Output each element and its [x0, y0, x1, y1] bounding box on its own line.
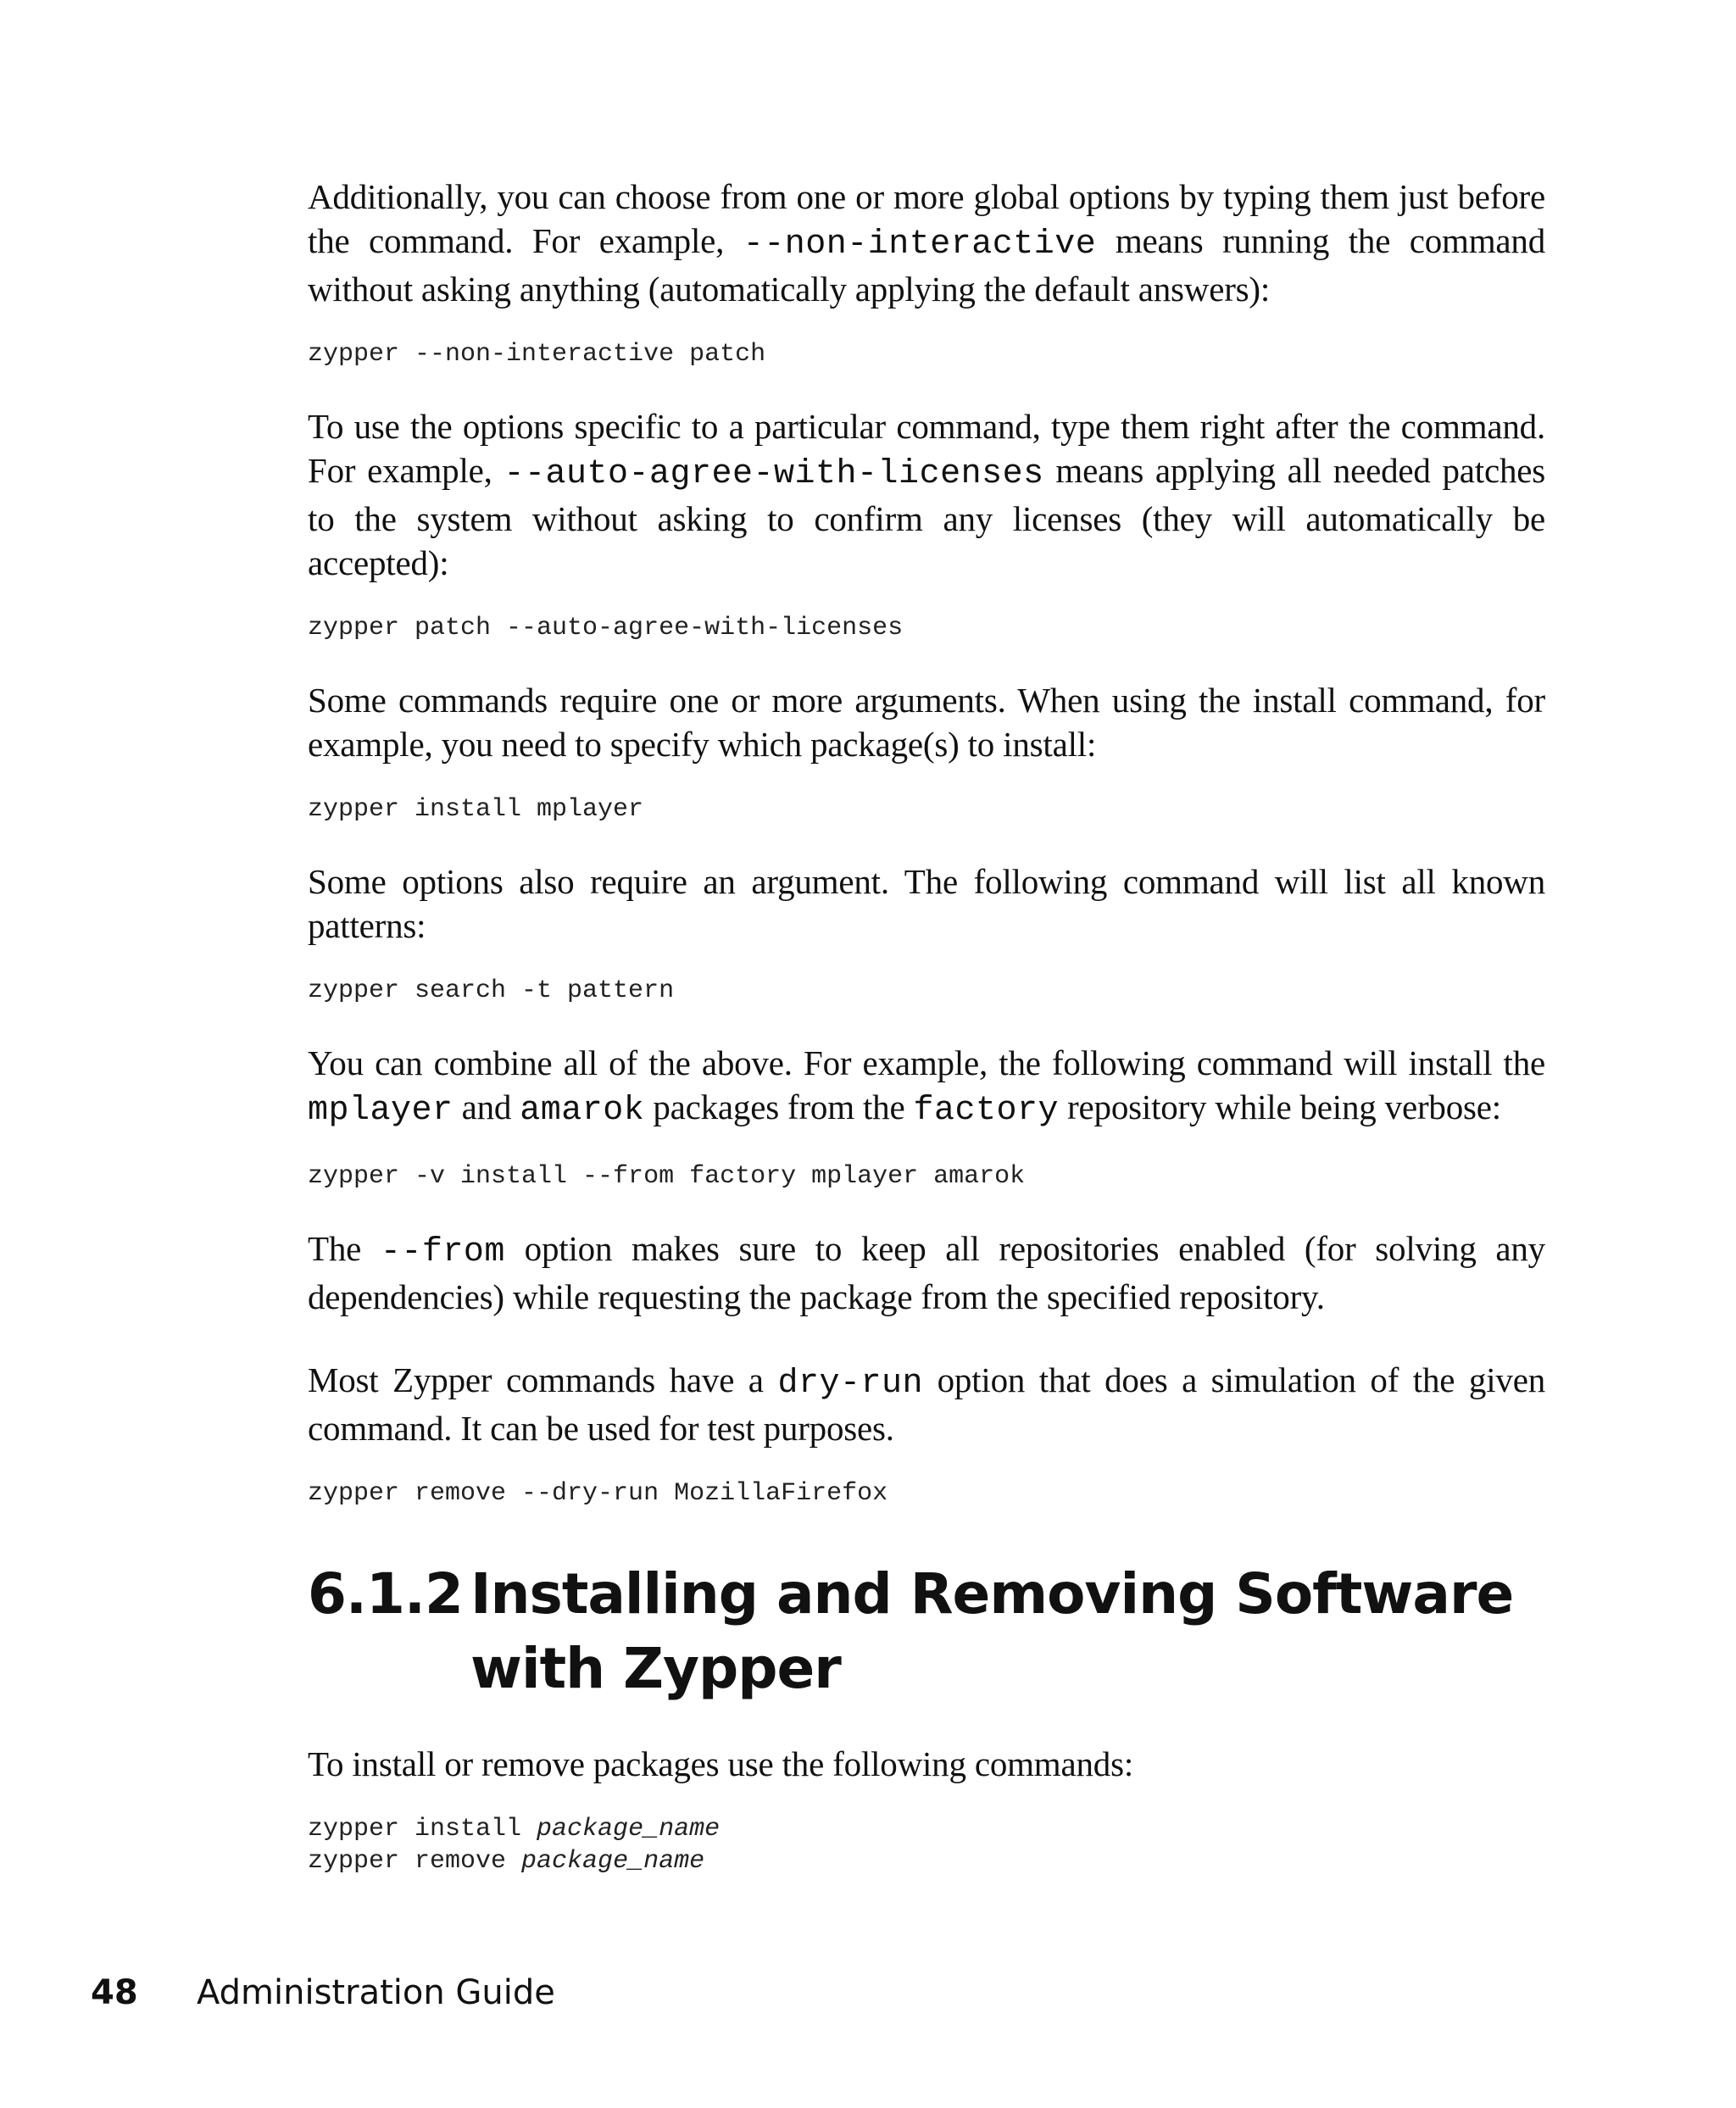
paragraph-command-options: To use the options specific to a particular command, type them right after the command. For example, --auto-agree-with-licenses means applying all needed patches to the system without asking to confirm any licenses (they will automatically be accepted): [308, 407, 1546, 582]
paragraph-install-remove: To install or remove packages use the following commands: [308, 1744, 1134, 1783]
inline-code-mplayer: mplayer [308, 1092, 453, 1130]
section-heading [308, 1557, 1545, 1706]
placeholder-package-name: package_name [521, 1847, 705, 1876]
code-block-non-interactive-patch: zypper --non-interactive patch [308, 340, 766, 369]
code-block-patch-auto-agree: zypper patch --auto-agree-with-licenses [308, 614, 904, 642]
code-block-remove-dry-run: zypper remove --dry-run MozillaFirefox [308, 1479, 888, 1508]
paragraph-global-options: Additionally, you can choose from one or more global options by typing them just before the command. For example, --non-interactive means running the command without asking anything (automatically applying the default answers): [308, 177, 1545, 309]
inline-code-from: --from [380, 1233, 505, 1271]
paragraph-combine: You can combine all of the above. For example, the following command will install the mplayer and amarok packages from the factory repository while being verbose: [308, 1043, 1545, 1130]
book-title: Administration Guide [197, 1973, 555, 2012]
code-block-search-pattern: zypper search -t pattern [308, 976, 675, 1005]
paragraph-option-arguments: Some options also require an argument. The following command will list all known patterns: [308, 862, 1545, 945]
page-body [308, 175, 1545, 1877]
inline-code-non-interactive: --non-interactive [743, 225, 1097, 264]
code-block-verbose-install: zypper -v install --from factory mplayer amarok [308, 1162, 1026, 1191]
section-number: 6.1.2 [308, 1561, 463, 1627]
placeholder-package-name: package_name [537, 1815, 721, 1844]
paragraph-dry-run: Most Zypper commands have a dry-run option that does a simulation of the given command. It can be used for test purposes. [308, 1360, 1545, 1448]
code-block-install-remove: zypper install package_name zypper remove package_name [308, 1815, 721, 1876]
inline-code-auto-agree: --auto-agree-with-licenses [504, 455, 1044, 493]
code-block-install-mplayer: zypper install mplayer [308, 795, 644, 824]
page-number: 48 [91, 1973, 138, 2012]
paragraph-from-option: The --from option makes sure to keep all repositories enabled (for solving any dependencies) while requesting the package from the specified repository. [308, 1229, 1545, 1316]
inline-code-factory: factory [913, 1092, 1060, 1130]
page-footer [91, 1972, 555, 2014]
inline-code-dry-run: dry-run [777, 1365, 923, 1403]
paragraph-arguments: Some commands require one or more arguments. When using the install command, for example, you need to specify which package(s) to install: [308, 681, 1545, 764]
inline-code-amarok: amarok [520, 1092, 645, 1130]
section-title: Installing and Removing Software with Zypper [470, 1561, 1514, 1701]
